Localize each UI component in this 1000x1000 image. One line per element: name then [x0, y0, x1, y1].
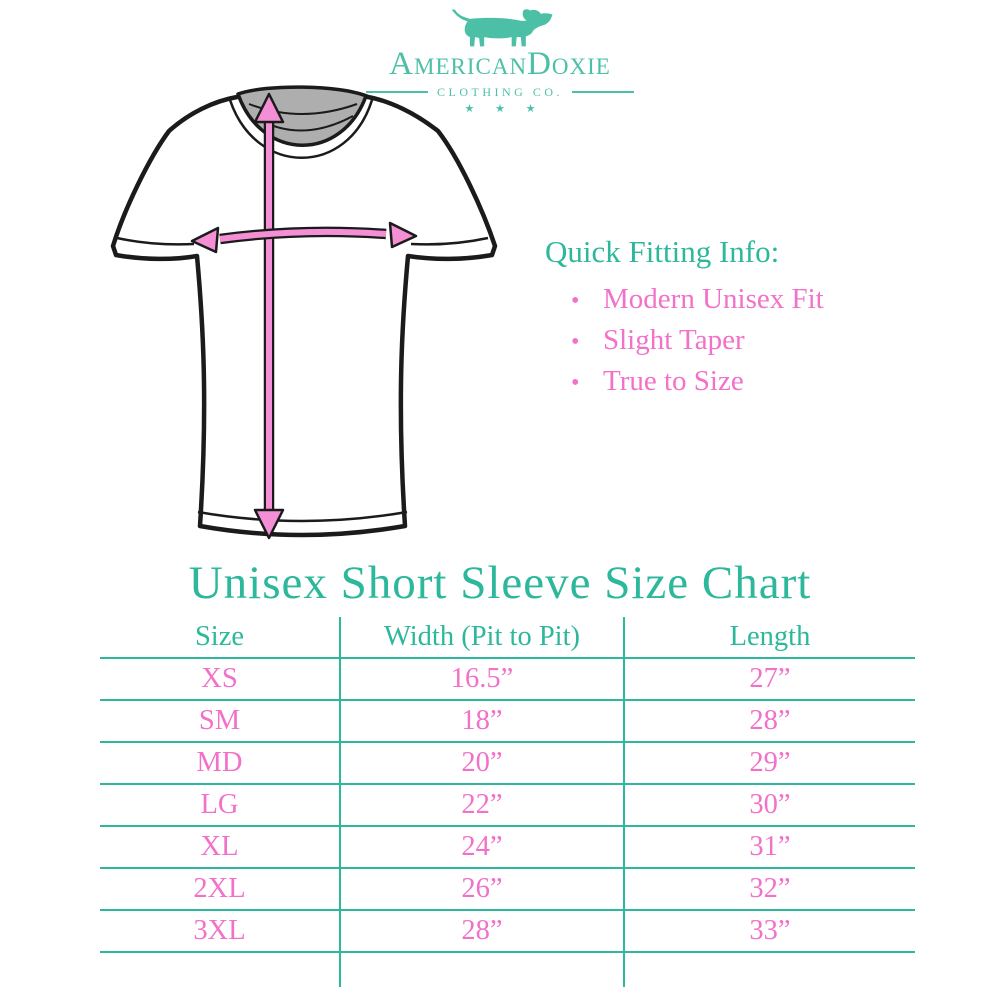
- bullet-icon: •: [571, 288, 580, 314]
- bullet-icon: •: [571, 370, 580, 396]
- bullet-icon: •: [571, 329, 580, 355]
- table-stub-cell: [625, 953, 915, 987]
- cell-width: 20”: [339, 743, 625, 785]
- table-stub-cell: [339, 953, 625, 987]
- cell-width: 26”: [339, 869, 625, 911]
- cell-size: XL: [100, 827, 339, 869]
- cell-width: 22”: [339, 785, 625, 827]
- cell-length: 30”: [625, 785, 915, 827]
- size-chart-table: [100, 617, 915, 987]
- fitting-info-item-label: Slight Taper: [603, 324, 745, 356]
- cell-size: XS: [100, 659, 339, 701]
- cell-length: 29”: [625, 743, 915, 785]
- brand-name: AmericanDoxie: [389, 46, 611, 82]
- table-stub-cell: [100, 953, 339, 987]
- cell-size: 2XL: [100, 869, 339, 911]
- cell-width: 18”: [339, 701, 625, 743]
- fitting-info-list: [571, 283, 915, 398]
- dachshund-icon: [441, 8, 559, 48]
- size-chart-title: Unisex Short Sleeve Size Chart: [188, 557, 812, 609]
- fitting-info-item-label: Modern Unisex Fit: [603, 283, 824, 315]
- fitting-info-item-label: True to Size: [603, 365, 744, 397]
- cell-length: 28”: [625, 701, 915, 743]
- cell-size: 3XL: [100, 911, 339, 953]
- tshirt-outline: [113, 90, 495, 536]
- fitting-info-item: [571, 365, 915, 398]
- brand-stars: ★ ★ ★: [464, 102, 545, 115]
- fitting-info-heading: Quick Fitting Info:: [545, 234, 780, 269]
- cell-width: 16.5”: [339, 659, 625, 701]
- subtitle-rule-right: [572, 91, 634, 93]
- cell-size: LG: [100, 785, 339, 827]
- cell-size: MD: [100, 743, 339, 785]
- brand-subtitle-text: CLOTHING CO.: [437, 84, 563, 99]
- cell-length: 33”: [625, 911, 915, 953]
- fitting-info-item: [571, 283, 915, 316]
- cell-length: 27”: [625, 659, 915, 701]
- fitting-info: [545, 234, 915, 406]
- header-cell-length: Length: [625, 617, 915, 659]
- fitting-info-item: [571, 324, 915, 357]
- header-cell-width: Width (Pit to Pit): [339, 617, 625, 659]
- tshirt-diagram: [104, 82, 501, 552]
- cell-size: SM: [100, 701, 339, 743]
- cell-length: 31”: [625, 827, 915, 869]
- header-cell-size: Size: [100, 617, 339, 659]
- cell-width: 28”: [339, 911, 625, 953]
- cell-width: 24”: [339, 827, 625, 869]
- cell-length: 32”: [625, 869, 915, 911]
